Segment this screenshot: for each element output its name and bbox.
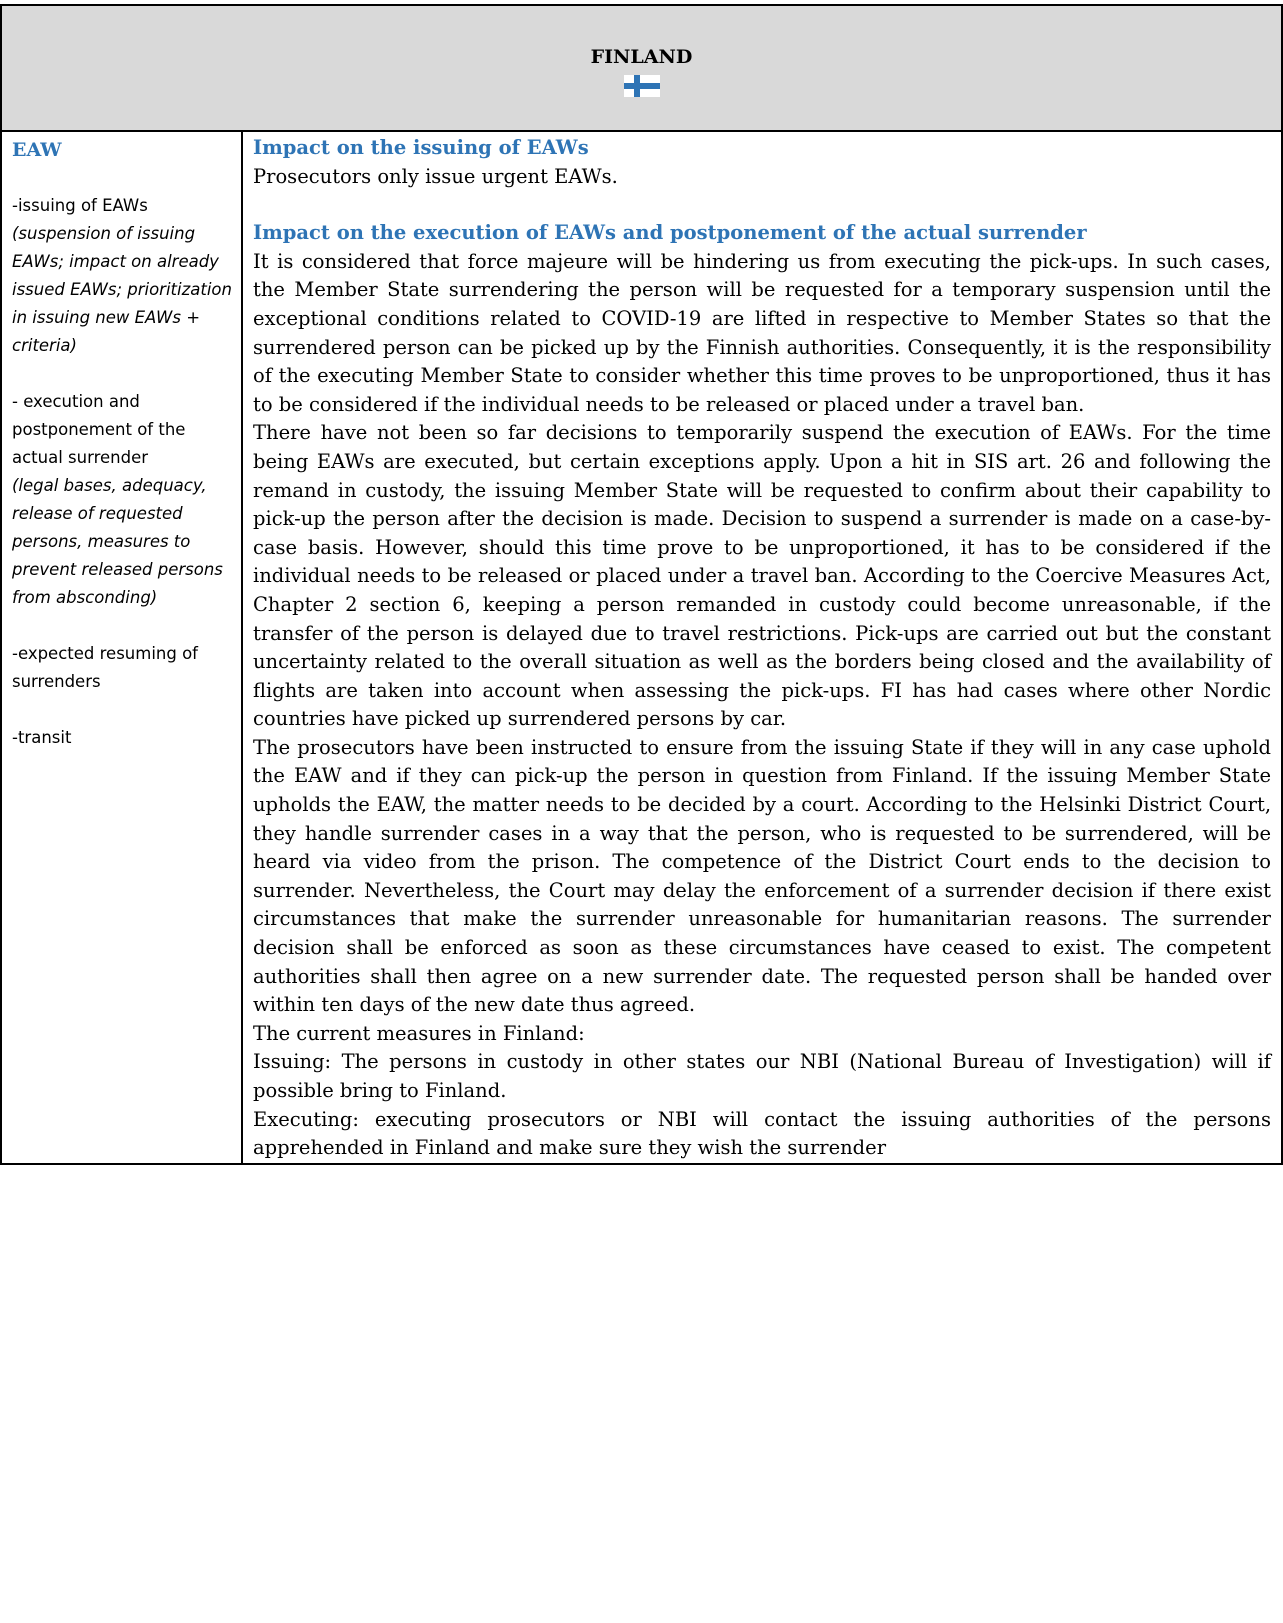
execution-paragraph-1: It is considered that force majeure will be hindering us from executing the pick-ups. In such cases, the Member State surrendering the person will be requested for a temporary suspension until the exceptional conditions related to COVID-19 are lifted in respective to Member States so that the surrendered person can be picked up by the Finnish authorities. Consequently, it is the responsibility of the executing Member State to consider whether this time proves to be unproportioned, thus it has to be considered if the individual needs to be released or placed under a travel ban. [253, 249, 1272, 416]
topic-sidebar [1, 131, 242, 1164]
topic-block-resuming [12, 640, 233, 696]
topic-block-transit [12, 724, 233, 752]
topic-item: -expected resuming of surrenders [12, 644, 198, 691]
spacer [253, 191, 1271, 219]
execution-paragraph-3: The prosecutors have been instructed to ensure from the issuing State if they will in any case uphold the EAW and if they can pick-up the person in question from Finland. If the issuing Member State upholds the EAW, the matter needs to be decided by a court. According to the Helsinki District Court, they handle surrender cases in a way that the person, who is requested to be surrendered, will be heard via video from the prison. The competence of the District Court ends to the decision to surrender. Nevertheless, the Court may delay the enforcement of a surrender decision if there exist circumstances that make the surrender unreasonable for humanitarian reasons. The surrender decision shall be enforced as soon as these circumstances have ceased to exist. The competent authorities shall then agree on a new surrender date. The requested person shall be handed over within ten days of the new date thus agreed. [253, 735, 1272, 1017]
topic-block-issuing [12, 192, 233, 360]
topic-note: (legal bases, adequacy, release of requested persons, measures to prevent released persons from absconding) [12, 476, 223, 607]
heading-issuing: Impact on the issuing of EAWs [253, 136, 589, 159]
content-cell [242, 131, 1282, 1164]
topic-item: -issuing of EAWs [12, 196, 148, 215]
country-table [0, 4, 1283, 1165]
topic-note: (suspension of issuing EAWs; impact on already issued EAWs; prioritization in issuing new EAWs + criteria) [12, 224, 232, 355]
measures-executing: Executing: executing prosecutors or NBI will contact the issuing authorities of the persons apprehended in Finland and make sure they wish the surrender [253, 1107, 1272, 1160]
measures-intro: The current measures in Finland: [253, 1021, 585, 1045]
execution-paragraph-2: There have not been so far decisions to temporarily suspend the execution of EAWs. For the time being EAWs are executed, but certain exceptions apply. Upon a hit in SIS art. 26 and following the remand in custody, the issuing Member State will be requested to confirm about their capability to pick-up the person after the decision is made. Decision to suspend a surrender is made on a case-by-case basis. However, should this time prove to be unproportioned, it has to be considered if the individual needs to be released or placed under a travel ban. According to the Coercive Measures Act, Chapter 2 section 6, keeping a person remanded in custody could become unreasonable, if the transfer of the person is delayed due to travel restrictions. Pick-ups are carried out but the constant uncertainty related to the overall situation as well as the borders being closed and the availability of flights are taken into account when assessing the pick-ups. FI has had cases where other Nordic countries have picked up surrendered persons by car. [253, 421, 1272, 731]
topic-block-execution [12, 388, 233, 612]
country-title: FINLAND [590, 46, 693, 68]
heading-execution: Impact on the execution of EAWs and postponement of the actual surrender [253, 221, 1087, 245]
issuing-text: Prosecutors only issue urgent EAWs. [253, 164, 618, 188]
topic-title: EAW [12, 139, 62, 161]
country-header [1, 5, 1282, 131]
topic-item: - execution and postponement of the actual surrender [12, 392, 186, 467]
measures-issuing: Issuing: The persons in custody in other states our NBI (National Bureau of Investigation) will if possible bring to Finland. [253, 1050, 1272, 1102]
finland-flag-icon [624, 75, 660, 102]
topic-item: -transit [12, 728, 72, 747]
